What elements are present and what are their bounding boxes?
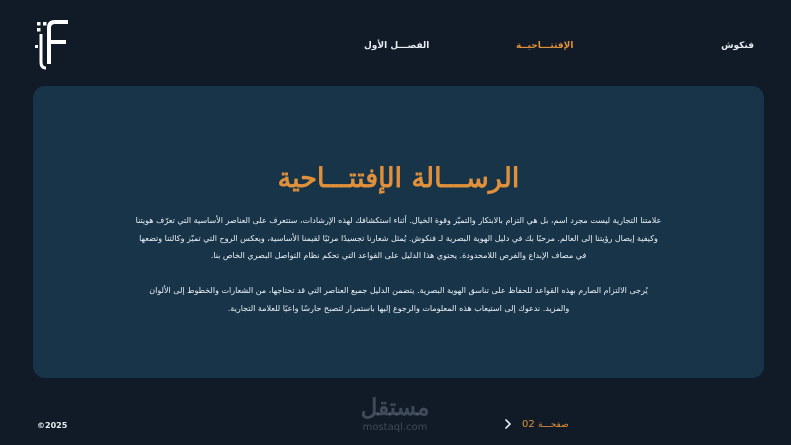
page-label: صفحـــة	[538, 420, 569, 430]
intro-paragraph-2: يُرجى الالتزام الصارم بهذه القواعد للحفاظ على تناسق الهوية البصرية. يتضمن الدليل جميع العناصر التي قد تحتاجها، من الشعارات والخطوط إلى الألوان والمزيد. ندعوك إلى استيعاب هذه المعلومات والرجوع إليها باستمرار لتصبح حارسًا واعيًا للعلامة التجارية.	[149, 286, 648, 313]
watermark	[342, 394, 448, 436]
nav-intro-link[interactable]: الإفتتـــاحيــة	[516, 41, 574, 51]
watermark-latin: mostaql.com	[362, 422, 428, 433]
nav-brand-link[interactable]: فنكوش	[721, 41, 754, 51]
copyright-text: ©2025	[37, 421, 68, 430]
chevron-right-icon[interactable]	[503, 418, 513, 430]
page-indicator	[503, 417, 573, 433]
intro-paragraph-1: علامتنا التجارية ليست مجرد اسم، بل هي التزام بالابتكار والتميّز وقوة الخيال. أثناء استكشافك لهذه الإرشادات، ستتعرف على العناصر الأساسية التي تعرّف هويتنا وكيفية إيصال رؤيتنا إلى العالم. مرحبًا بك في دليل الهوية البصرية لـ فنكوش. يُمثل شعارنا تجسيدًا مرئيًا لقيمنا الأساسية، ويعكس الروح التي تميّز وكالتنا وتضعها في مصاف الإبداع والفرص اللامحدودة. يحتوي هذا الدليل على القواعد التي تحكم نظام التواصل البصري الخاص بنا.	[135, 216, 662, 260]
intro-card	[33, 86, 764, 378]
page-number: 02	[522, 419, 535, 430]
nav-chapter-one-link[interactable]: الفصـــل الأول	[364, 41, 430, 51]
brand-logo-icon[interactable]	[34, 20, 70, 72]
page-title: الرســـالة الإفتتـــاحية	[277, 163, 520, 195]
top-navigation	[0, 0, 791, 80]
watermark-arabic: مستقل	[360, 394, 430, 421]
